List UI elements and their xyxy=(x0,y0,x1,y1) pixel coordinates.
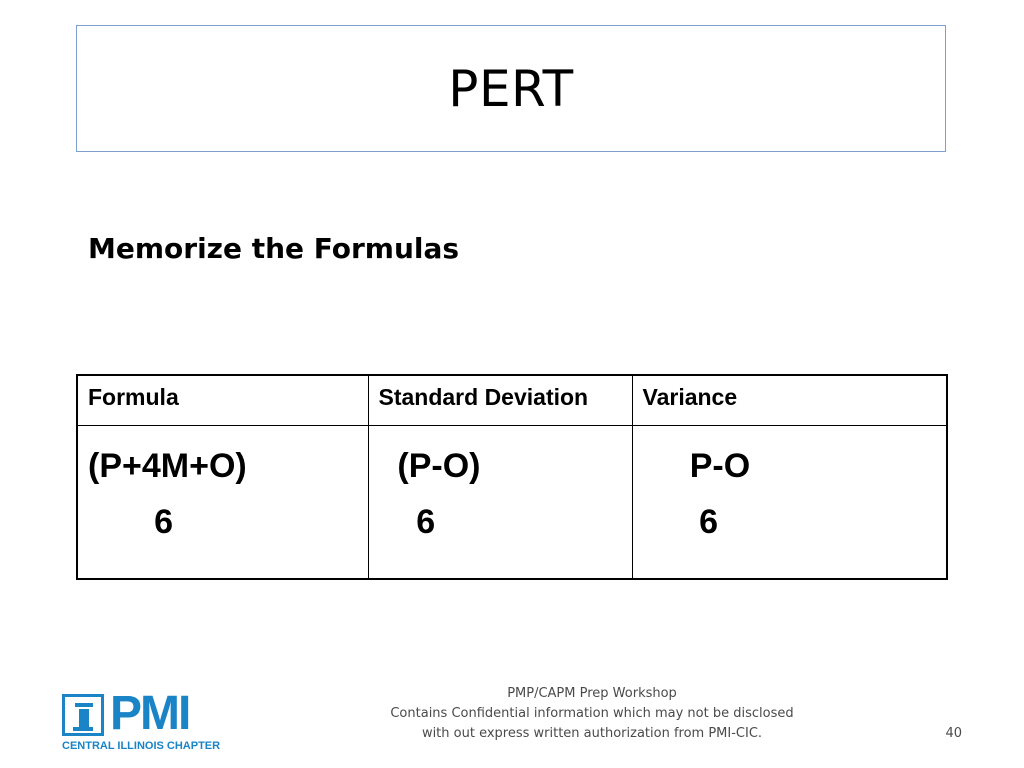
footer xyxy=(300,684,884,744)
variance-numerator: P-O xyxy=(642,446,751,485)
cell-formula xyxy=(77,425,368,579)
illinois-map-icon xyxy=(62,694,104,736)
slide-number: 40 xyxy=(945,726,962,741)
std-dev-numerator: (P-O) xyxy=(378,446,481,485)
slide-subtitle: Memorize the Formulas xyxy=(88,232,460,265)
header-standard-deviation: Standard Deviation xyxy=(368,375,632,425)
footer-line-3: with out express written authorization from PMI-CIC. xyxy=(421,726,763,741)
table-row xyxy=(77,425,947,579)
variance-denominator: 6 xyxy=(642,502,719,541)
footer-line-2: Contains Confidential information which may not be disclosed xyxy=(390,706,794,721)
cell-variance xyxy=(632,425,947,579)
table-header-row xyxy=(77,375,947,425)
formula-denominator: 6 xyxy=(88,502,174,541)
header-variance: Variance xyxy=(632,375,947,425)
pmi-logo xyxy=(62,687,242,756)
std-dev-denominator: 6 xyxy=(378,502,436,541)
cell-standard-deviation xyxy=(368,425,632,579)
title-box xyxy=(76,25,946,152)
pmi-logo-letters: PMI xyxy=(110,687,190,740)
footer-line-1: PMP/CAPM Prep Workshop xyxy=(507,686,677,701)
header-formula: Formula xyxy=(77,375,368,425)
formula-numerator: (P+4M+O) xyxy=(88,446,247,485)
formula-table xyxy=(76,374,948,580)
pmi-chapter-name: CENTRAL ILLINOIS CHAPTER xyxy=(62,740,221,752)
slide-title: PERT xyxy=(448,59,574,118)
